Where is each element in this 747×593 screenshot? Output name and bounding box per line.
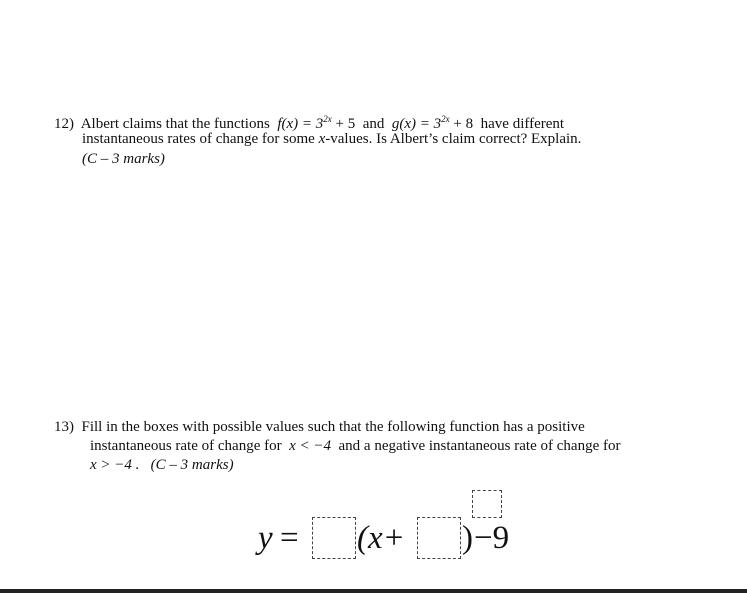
open-paren-x-plus: (x+ [357, 520, 405, 556]
q13-text: and a negative instantaneous rate of change for [338, 438, 621, 454]
q12-text: -values. Is Albert’s claim correct? Explain. [325, 131, 582, 147]
condition-left: x < −4 [289, 438, 331, 454]
q12-marks: (C – 3 marks) [82, 151, 165, 167]
q12-text: instantaneous rates of change for some [82, 131, 315, 147]
coefficient-box[interactable] [312, 517, 356, 559]
q13-marks: (C – 3 marks) [150, 457, 234, 473]
bottom-bar [0, 589, 747, 593]
equation-lhs: y [258, 520, 273, 556]
f-expression: f(x) = 3 [277, 116, 324, 132]
exponent-box[interactable] [472, 490, 502, 518]
g-tail: + 8 [453, 116, 474, 132]
equation-open [357, 518, 405, 558]
and-text: and [362, 116, 385, 132]
q13-text: Fill in the boxes with possible values such that the following function has a positive [81, 419, 585, 435]
q12-number: 12) [54, 116, 74, 132]
q12-text-end: have different [480, 116, 565, 132]
q12-text: Albert claims that the functions [80, 116, 270, 132]
q12-line-2 [82, 130, 581, 148]
q13-number: 13) [54, 419, 74, 435]
horizontal-shift-box[interactable] [417, 517, 461, 559]
q13-text: instantaneous rate of change for [90, 438, 282, 454]
x-variable: x [318, 131, 326, 147]
f-exponent: 2x [323, 114, 332, 124]
q13-line-1 [54, 418, 585, 436]
condition-right: x > −4 . [90, 457, 140, 473]
f-tail: + 5 [335, 116, 356, 132]
equation-close: ) [462, 520, 473, 556]
g-expression: g(x) = 3 [391, 116, 442, 132]
q13-line-2 [90, 437, 620, 455]
q13-line-3 [90, 456, 234, 474]
g-exponent: 2x [441, 114, 450, 124]
equation-equals: = [280, 520, 299, 556]
equation-tail: −9 [474, 520, 510, 556]
